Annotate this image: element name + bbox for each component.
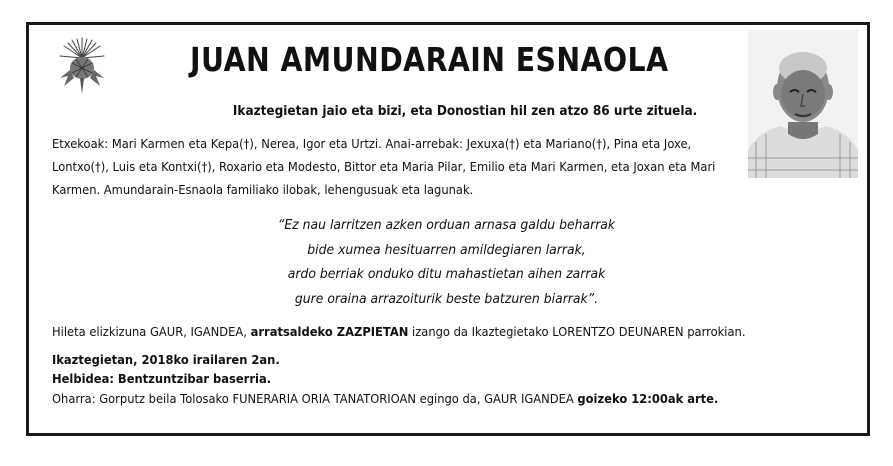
funeral-time: arratsaldeko ZAZPIETAN xyxy=(250,324,409,339)
poem-line: bide xumea hesituarren amildegiaren larrak, xyxy=(307,241,586,258)
poem-line: “Ez nau larritzen azken orduan arnasa galdu beharrak xyxy=(277,217,616,233)
address: Helbidea: Bentzuntzibar baserria. xyxy=(52,371,272,386)
wake-note xyxy=(52,389,806,409)
memorial-poem xyxy=(36,213,858,311)
funeral-info xyxy=(52,322,806,408)
funeral-day: GAUR, IGANDEA xyxy=(150,324,244,339)
wake-note-time: goizeko 12:00ak arte. xyxy=(577,390,719,406)
funeral-service-line xyxy=(52,322,806,342)
poem-line: gure oraina arrazoiturik beste batzuren biarrak”. xyxy=(294,290,599,307)
funeral-separator: , xyxy=(243,324,251,339)
deceased-name: JUAN AMUNDARAIN ESNAOLA xyxy=(190,40,669,79)
poem-line: ardo berriak onduko ditu mahastietan aihen zarrak xyxy=(287,266,606,282)
family-members-text: Etxekoak: Mari Karmen eta Kepa(†), Nerea, Igor eta Urtzi. Anai-arrebak: Jexuxa(†) eta Mariano(†), Pina eta Joxe, Lontxo(†), Luis eta Kontxi(†), Roxario eta Modesto, Bittor eta Maria Pilar, Emilio eta Mari Karmen, eta Joxan eta Mari Karmen. Amundarain-Esnaola familiako ilobak, lehengusuak eta lagunak. xyxy=(52,136,716,197)
wake-note-text: Oharra: Gorputz beila Tolosako FUNERARIA ORIA TANATORIOAN egingo da, GAUR IGANDEA xyxy=(52,390,578,406)
funeral-text: Hileta elizkizuna xyxy=(52,324,151,339)
place-date: Ikaztegietan, 2018ko irailaren 2an. xyxy=(52,351,280,367)
thistle-flower-icon xyxy=(58,36,106,96)
funeral-location: izango da Ikaztegietako LORENTZO DEUNAREN parrokian. xyxy=(408,324,746,339)
birth-death-summary: Ikaztegietan jaio eta bizi, eta Donostian hil zen atzo 86 urte zituela. xyxy=(232,104,698,119)
